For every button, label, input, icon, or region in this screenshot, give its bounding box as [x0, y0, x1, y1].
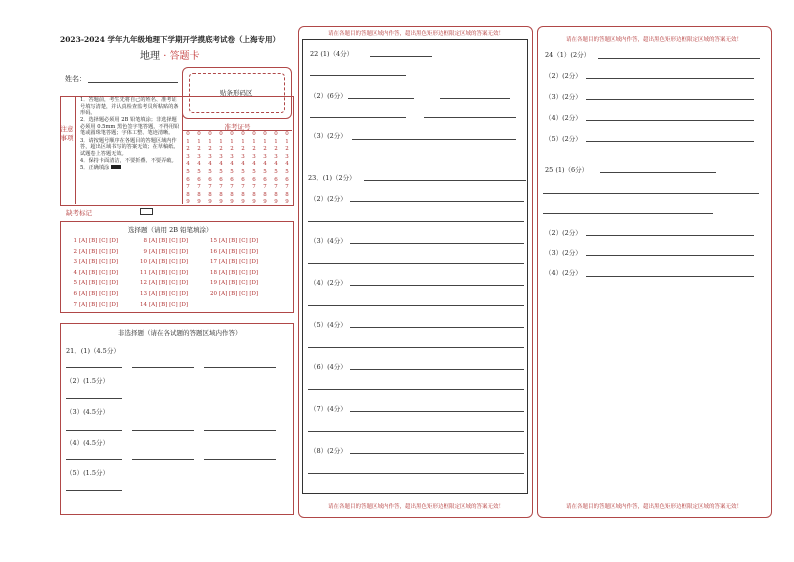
mc-option-bubbles[interactable]: [A] [B] [C] [D] [219, 259, 259, 266]
q24-5-label: （5）(2分） [545, 135, 582, 143]
zkz-digit-bubble[interactable]: 7 [274, 184, 278, 191]
zkz-digit-bubble[interactable]: 1 [263, 138, 267, 145]
zkz-digit-bubble[interactable]: 8 [274, 191, 278, 198]
q23-5-label: （5）(4分） [310, 321, 347, 329]
q21-1-line-c[interactable] [204, 367, 276, 368]
mc-question-number: 16 [210, 248, 217, 255]
mc-question-row [208, 249, 258, 255]
mc-question-row [208, 291, 258, 297]
zkz-digit-bubble[interactable]: 5 [197, 168, 201, 175]
q23-2-label: （2）(2分） [310, 195, 347, 203]
zkz-digit-bubble[interactable]: 0 [186, 131, 190, 137]
zkz-digit-bubble[interactable]: 7 [263, 184, 267, 191]
note-1: 1．答题前，考生先将自己的姓名、准考证号填写清楚，并认真检查监考员所粘贴的条形码。 [80, 97, 179, 117]
zkz-digit-bubble[interactable]: 9 [219, 199, 223, 206]
zkz-digit-bubble[interactable]: 1 [285, 138, 289, 145]
mc-question-row [138, 249, 188, 255]
zkz-column [249, 131, 259, 207]
zkz-digit-bubble[interactable]: 6 [241, 176, 245, 183]
zkz-digit-bubble[interactable]: 8 [263, 191, 267, 198]
zkz-column [227, 131, 237, 207]
zkz-digit-bubble[interactable]: 0 [252, 131, 256, 137]
zkz-digit-bubble[interactable]: 6 [274, 176, 278, 183]
zkz-digit-bubble[interactable]: 0 [241, 131, 245, 137]
mc-question-row [68, 238, 118, 244]
q21-3-label: （3）(4.5分） [66, 408, 110, 416]
card-label: 答题卡 [169, 51, 200, 62]
q21-3-line-b[interactable] [132, 430, 194, 431]
zkz-digit-bubble[interactable]: 5 [230, 168, 234, 175]
zkz-digit-bubble[interactable]: 4 [219, 161, 223, 168]
zkz-digit-bubble[interactable]: 1 [208, 138, 212, 145]
zkz-digit-bubble[interactable]: 0 [274, 131, 278, 137]
zkz-digit-bubble[interactable]: 8 [186, 191, 190, 198]
zkz-digit-bubble[interactable]: 8 [252, 191, 256, 198]
zkz-digit-bubble[interactable]: 8 [219, 191, 223, 198]
zkz-digit-bubble[interactable]: 4 [186, 161, 190, 168]
mc-question-number: 20 [210, 291, 217, 297]
zkz-digit-bubble[interactable]: 7 [241, 184, 245, 191]
zkz-digit-bubble[interactable]: 1 [230, 138, 234, 145]
zkz-digit-bubble[interactable]: 7 [208, 184, 212, 191]
mc-option-bubbles[interactable]: [A] [B] [C] [D] [219, 291, 259, 297]
zkz-digit-bubble[interactable]: 3 [208, 153, 212, 160]
zkz-digit-bubble[interactable]: 7 [285, 184, 289, 191]
zkz-digit-bubble[interactable]: 0 [219, 131, 223, 137]
zkz-title: 准考证号 [183, 122, 292, 131]
zkz-digit-bubble[interactable]: 0 [208, 131, 212, 137]
q25-3-line[interactable] [586, 255, 754, 256]
zkz-digit-bubble[interactable]: 8 [285, 191, 289, 198]
zkz-digit-bubble[interactable]: 7 [186, 184, 190, 191]
mc-question-row [68, 259, 118, 265]
subject-name: 地理 [140, 51, 160, 62]
mc-option-bubbles[interactable]: [A] [B] [C] [D] [149, 280, 189, 287]
mc-question-row [208, 270, 258, 276]
mc-question-row [138, 302, 188, 308]
zkz-digit-bubble[interactable]: 3 [241, 153, 245, 160]
q21-3-line-c[interactable] [204, 430, 276, 431]
zkz-digit-bubble[interactable]: 9 [285, 199, 289, 206]
mc-block [60, 221, 294, 313]
zkz-digit-bubble[interactable]: 2 [285, 146, 289, 153]
zkz-digit-bubble[interactable]: 8 [197, 191, 201, 198]
q24-3-label: （3）(2分） [545, 93, 582, 101]
zkz-digit-bubble[interactable]: 6 [219, 176, 223, 183]
notes-title: 注意事项 [60, 125, 74, 142]
mc-title: 选择题（请用 2B 铅笔填涂） [128, 226, 213, 234]
zkz-digit-bubble[interactable]: 5 [274, 168, 278, 175]
mc-option-bubbles[interactable]: [A] [B] [C] [D] [79, 291, 119, 297]
zkz-digit-bubble[interactable]: 3 [219, 153, 223, 160]
mc-question-number: 7 [73, 301, 77, 308]
q21-1-line-b[interactable] [132, 367, 194, 368]
zkz-digit-bubble[interactable]: 5 [252, 168, 256, 175]
right-warning-bottom: 请在各题目的答题区域内作答，超出黑色矩形边框限定区域的答案无效！ [566, 504, 743, 510]
mc-question-number: 17 [210, 259, 217, 266]
mc-question-number: 1 [73, 238, 77, 244]
zkz-digit-bubble[interactable]: 6 [252, 176, 256, 183]
q23-3-line-a[interactable] [350, 243, 524, 244]
q22-2-line-c[interactable] [310, 117, 406, 118]
q22-2-label: （2）(6分） [310, 92, 347, 100]
q24-2-label: （2）(2分） [545, 72, 582, 80]
q21-4-line-a[interactable] [66, 459, 122, 460]
note-2: 2．选择题必须用 2B 铅笔填涂；非选择题必须用 0.5mm 黑色签字笔答题，不得用铅笔或圆珠笔答题；字体工整、笔迹清晰。 [80, 117, 180, 137]
mc-question-number: 2 [73, 248, 77, 255]
middle-warning-top: 请在各题目的答题区域内作答，超出黑色矩形边框限定区域的答案无效！ [328, 31, 505, 37]
q21-2-label: （2）(1.5分） [66, 377, 110, 385]
zkz-digit-bubble[interactable]: 2 [252, 146, 256, 153]
zkz-digit-bubble[interactable]: 1 [274, 138, 278, 145]
zkz-column [205, 131, 215, 207]
exam-title: 2023-2024 学年九年级地理下学期开学摸底考试卷（上海专用） [60, 35, 280, 44]
q23-7-line-a[interactable] [350, 411, 524, 412]
q25-1-line-b[interactable] [543, 193, 759, 194]
zkz-digit-bubble[interactable]: 9 [241, 199, 245, 206]
q23-1-line[interactable] [364, 180, 526, 181]
zkz-digit-bubble[interactable]: 2 [241, 146, 245, 153]
q21-4-line-b[interactable] [132, 459, 194, 460]
mc-question-row [208, 238, 258, 244]
absent-checkbox[interactable] [140, 208, 153, 215]
q25-1-line-a[interactable] [600, 172, 716, 173]
q22-2-line-d[interactable] [424, 117, 516, 118]
zkz-digit-bubble[interactable]: 1 [219, 138, 223, 145]
barcode-label: 贴条形码区 [220, 89, 253, 97]
zkz-digit-bubble[interactable]: 1 [241, 138, 245, 145]
zkz-digit-bubble[interactable]: 2 [186, 146, 190, 153]
zkz-digit-bubble[interactable]: 0 [230, 131, 234, 137]
q23-8-label: （8）(2分） [310, 447, 347, 455]
mc-question-number: 11 [140, 269, 147, 276]
q23-5-line-a[interactable] [350, 327, 524, 328]
zkz-column [183, 131, 193, 207]
mc-question-row [138, 259, 188, 265]
mc-question-row [68, 270, 118, 276]
mc-question-number: 4 [73, 269, 77, 276]
q23-3-line-b[interactable] [308, 263, 524, 264]
mc-option-bubbles[interactable]: [A] [B] [C] [D] [219, 248, 259, 255]
zkz-digit-bubble[interactable]: 2 [263, 146, 267, 153]
nonmc-title: 非选择题（请在各试题的答题区域内作答） [118, 329, 242, 337]
zkz-digit-bubble[interactable]: 3 [285, 153, 289, 160]
q23-6-line-b[interactable] [308, 389, 524, 390]
mc-option-bubbles[interactable]: [A] [B] [C] [D] [219, 238, 259, 244]
q23-4-line-b[interactable] [308, 305, 524, 306]
zkz-digit-bubble[interactable]: 8 [230, 191, 234, 198]
mc-question-row [138, 280, 188, 286]
mc-question-row [68, 280, 118, 286]
q21-3-line-a[interactable] [66, 430, 122, 431]
zkz-digit-bubble[interactable]: 4 [274, 161, 278, 168]
q22-1-line-a[interactable] [370, 56, 432, 57]
filled-sample-mark [111, 165, 121, 169]
note-5-text: 5．正确填涂 [80, 164, 110, 171]
zkz-digit-bubble[interactable]: 5 [219, 168, 223, 175]
zkz-digit-bubble[interactable]: 4 [285, 161, 289, 168]
zkz-digit-bubble[interactable]: 7 [230, 184, 234, 191]
q22-3-label: （3）(2分） [310, 132, 347, 140]
zkz-digit-bubble[interactable]: 4 [230, 161, 234, 168]
q21-1-label: 21．(1)（4.5分） [66, 347, 120, 355]
zkz-digit-bubble[interactable]: 6 [208, 176, 212, 183]
zkz-digit-bubble[interactable]: 4 [197, 161, 201, 168]
right-warning-top: 请在各题目的答题区域内作答，超出黑色矩形边框限定区域的答案无效！ [566, 37, 743, 43]
mc-option-bubbles[interactable]: [A] [B] [C] [D] [79, 248, 119, 255]
q23-4-line-a[interactable] [350, 285, 524, 286]
zkz-digit-bubble[interactable]: 2 [274, 146, 278, 153]
mc-question-row [138, 270, 188, 276]
q25-1-line-c[interactable] [543, 213, 713, 214]
zkz-digit-bubble[interactable]: 9 [274, 199, 278, 206]
zkz-digit-bubble[interactable]: 5 [263, 168, 267, 175]
mc-question-row [138, 291, 188, 297]
q25-1-label: 25 (1)（6分） [545, 166, 589, 174]
zkz-digit-bubble[interactable]: 4 [252, 161, 256, 168]
mc-question-row [138, 238, 188, 244]
middle-warning-bottom: 请在各题目的答题区域内作答，超出黑色矩形边框限定区域的答案无效！ [328, 504, 505, 510]
zkz-digit-bubble[interactable]: 6 [263, 176, 267, 183]
zkz-digit-bubble[interactable]: 6 [285, 176, 289, 183]
zkz-column [282, 131, 292, 207]
note-4: 4．保持卡面清洁，不要折叠、不要弄破。 [80, 157, 177, 164]
zkz-column [238, 131, 248, 207]
mc-option-bubbles[interactable]: [A] [B] [C] [D] [79, 280, 119, 287]
q23-7-line-b[interactable] [308, 431, 524, 432]
zkz-digit-bubble[interactable]: 6 [186, 176, 190, 183]
q25-4-line[interactable] [586, 276, 754, 277]
mc-option-bubbles[interactable]: [A] [B] [C] [D] [79, 269, 119, 276]
mc-question-number: 15 [210, 238, 217, 244]
zkz-digit-bubble[interactable]: 3 [230, 153, 234, 160]
notes-divider [75, 96, 76, 204]
zkz-digit-bubble[interactable]: 9 [230, 199, 234, 206]
zkz-digit-bubble[interactable]: 9 [263, 199, 267, 206]
zkz-digit-bubble[interactable]: 0 [197, 131, 201, 137]
q23-7-label: （7）(4分） [310, 405, 347, 413]
mc-question-number: 13 [140, 291, 147, 297]
q24-3-line[interactable] [586, 99, 754, 100]
q22-1-line-b[interactable] [310, 75, 406, 76]
q24-5-line[interactable] [586, 141, 754, 142]
mc-option-bubbles[interactable]: [A] [B] [C] [D] [79, 259, 119, 266]
q23-1-label: 23．(1)（2分） [308, 174, 356, 182]
zkz-column [194, 131, 204, 207]
q23-5-line-b[interactable] [308, 347, 524, 348]
absent-label: 缺考标记 [66, 209, 92, 217]
name-label: 姓名： [65, 75, 86, 83]
middle-answer-frame [302, 39, 528, 494]
zkz-digit-bubble[interactable]: 3 [197, 153, 201, 160]
zkz-digit-bubble[interactable]: 0 [263, 131, 267, 137]
subject-separator: · [163, 51, 167, 62]
zkz-digit-bubble[interactable]: 3 [186, 153, 190, 160]
mc-option-bubbles[interactable]: [A] [B] [C] [D] [149, 259, 189, 266]
name-field[interactable] [88, 82, 178, 83]
q25-3-label: （3）(2分） [545, 249, 582, 257]
q23-6-label: （6）(4分） [310, 363, 347, 371]
note-3: 3．请按题号顺序在各题目的答题区域内作答，超出区域书写的答案无效；在草稿纸、试题卷上答题无效。 [80, 137, 179, 157]
zkz-digit-bubble[interactable]: 7 [252, 184, 256, 191]
zkz-digit-bubble[interactable]: 9 [252, 199, 256, 206]
mc-question-row [208, 280, 258, 286]
q21-5-line[interactable] [66, 490, 122, 491]
q21-1-line-a[interactable] [66, 367, 122, 368]
mc-question-number: 10 [140, 259, 147, 266]
mc-option-bubbles[interactable]: [A] [B] [C] [D] [149, 291, 189, 297]
zkz-digit-bubble[interactable]: 8 [241, 191, 245, 198]
zkz-digit-bubble[interactable]: 2 [230, 146, 234, 153]
mc-question-number: 12 [140, 280, 147, 287]
mc-option-bubbles[interactable]: [A] [B] [C] [D] [219, 269, 259, 276]
mc-question-number: 19 [210, 280, 217, 287]
zkz-digit-bubble[interactable]: 3 [252, 153, 256, 160]
q25-2-label: （2）(2分） [545, 229, 582, 237]
q22-3-line[interactable] [352, 139, 516, 140]
q21-5-label: （5）(1.5分） [66, 469, 110, 477]
q22-2-line-b[interactable] [440, 98, 510, 99]
zkz-digit-bubble[interactable]: 3 [263, 153, 267, 160]
mc-question-number: 9 [143, 248, 147, 255]
zkz-digit-bubble[interactable]: 9 [197, 199, 201, 206]
mc-question-number: 6 [73, 291, 77, 297]
q23-3-label: （3）(4分） [310, 237, 347, 245]
mc-question-row [208, 259, 258, 265]
zkz-digit-bubble[interactable]: 1 [252, 138, 256, 145]
zkz-digit-bubble[interactable]: 5 [285, 168, 289, 175]
mc-question-number: 18 [210, 269, 217, 276]
q22-2-line-a[interactable] [348, 98, 414, 99]
zkz-digit-bubble[interactable]: 2 [197, 146, 201, 153]
zkz-digit-bubble[interactable]: 6 [230, 176, 234, 183]
q23-8-line-a[interactable] [350, 453, 524, 454]
zkz-digit-bubble[interactable]: 0 [285, 131, 289, 137]
zkz-digit-bubble[interactable]: 7 [197, 184, 201, 191]
zkz-digit-bubble[interactable]: 2 [219, 146, 223, 153]
mc-option-bubbles[interactable]: [A] [B] [C] [D] [79, 238, 119, 244]
q21-4-label: （4）(4.5分） [66, 439, 110, 447]
notes-list [80, 97, 180, 172]
zkz-column [271, 131, 281, 207]
q23-8-line-b[interactable] [308, 473, 524, 474]
zkz-digit-bubble[interactable]: 9 [186, 199, 190, 206]
q22-1-label: 22 (1)（4分） [310, 50, 354, 58]
q23-2-line-a[interactable] [350, 201, 524, 202]
mc-question-number: 3 [73, 259, 77, 266]
mc-option-bubbles[interactable]: [A] [B] [C] [D] [149, 248, 189, 255]
mc-question-row [68, 249, 118, 255]
q24-1-line[interactable] [598, 58, 760, 59]
zkz-digit-bubble[interactable]: 4 [241, 161, 245, 168]
q25-4-label: （4）(2分） [545, 269, 582, 277]
mc-question-row [68, 291, 118, 297]
mc-question-row [68, 302, 118, 308]
zkz-digit-bubble[interactable]: 4 [208, 161, 212, 168]
q24-2-line[interactable] [586, 78, 754, 79]
zkz-digit-bubble[interactable]: 8 [208, 191, 212, 198]
zkz-digit-bubble[interactable]: 9 [208, 199, 212, 206]
zkz-column [216, 131, 226, 207]
q21-4-line-c[interactable] [204, 459, 276, 460]
mc-option-bubbles[interactable]: [A] [B] [C] [D] [149, 269, 189, 276]
zkz-digit-bubble[interactable]: 1 [186, 138, 190, 145]
mc-option-bubbles[interactable]: [A] [B] [C] [D] [149, 301, 189, 308]
zkz-digit-bubble[interactable]: 2 [208, 146, 212, 153]
q24-1-label: 24（1）(2分） [545, 51, 591, 59]
q25-2-line[interactable] [586, 235, 754, 236]
zkz-column [260, 131, 270, 207]
mc-option-bubbles[interactable]: [A] [B] [C] [D] [79, 301, 119, 308]
note-5 [80, 165, 180, 172]
zkz-digit-bubble[interactable]: 5 [186, 168, 190, 175]
mc-question-number: 5 [73, 280, 77, 287]
subject-heading [140, 47, 200, 62]
mc-question-number: 8 [143, 238, 147, 244]
q21-2-line[interactable] [66, 398, 122, 399]
q23-4-label: （4）(2分） [310, 279, 347, 287]
zkz-digit-bubble[interactable]: 4 [263, 161, 267, 168]
zkz-digit-bubble[interactable]: 5 [241, 168, 245, 175]
mc-option-bubbles[interactable]: [A] [B] [C] [D] [149, 238, 189, 244]
zkz-digit-bubble[interactable]: 3 [274, 153, 278, 160]
q24-4-label: （4）(2分） [545, 114, 582, 122]
mc-option-bubbles[interactable]: [A] [B] [C] [D] [219, 280, 259, 287]
q23-2-line-b[interactable] [308, 221, 524, 222]
zkz-digit-bubble[interactable]: 5 [208, 168, 212, 175]
zkz-digit-bubble[interactable]: 6 [197, 176, 201, 183]
q23-6-line-a[interactable] [350, 369, 524, 370]
zkz-digit-bubble[interactable]: 7 [219, 184, 223, 191]
zkz-digit-bubble[interactable]: 1 [197, 138, 201, 145]
q24-4-line[interactable] [586, 120, 754, 121]
mc-question-number: 14 [140, 301, 147, 308]
